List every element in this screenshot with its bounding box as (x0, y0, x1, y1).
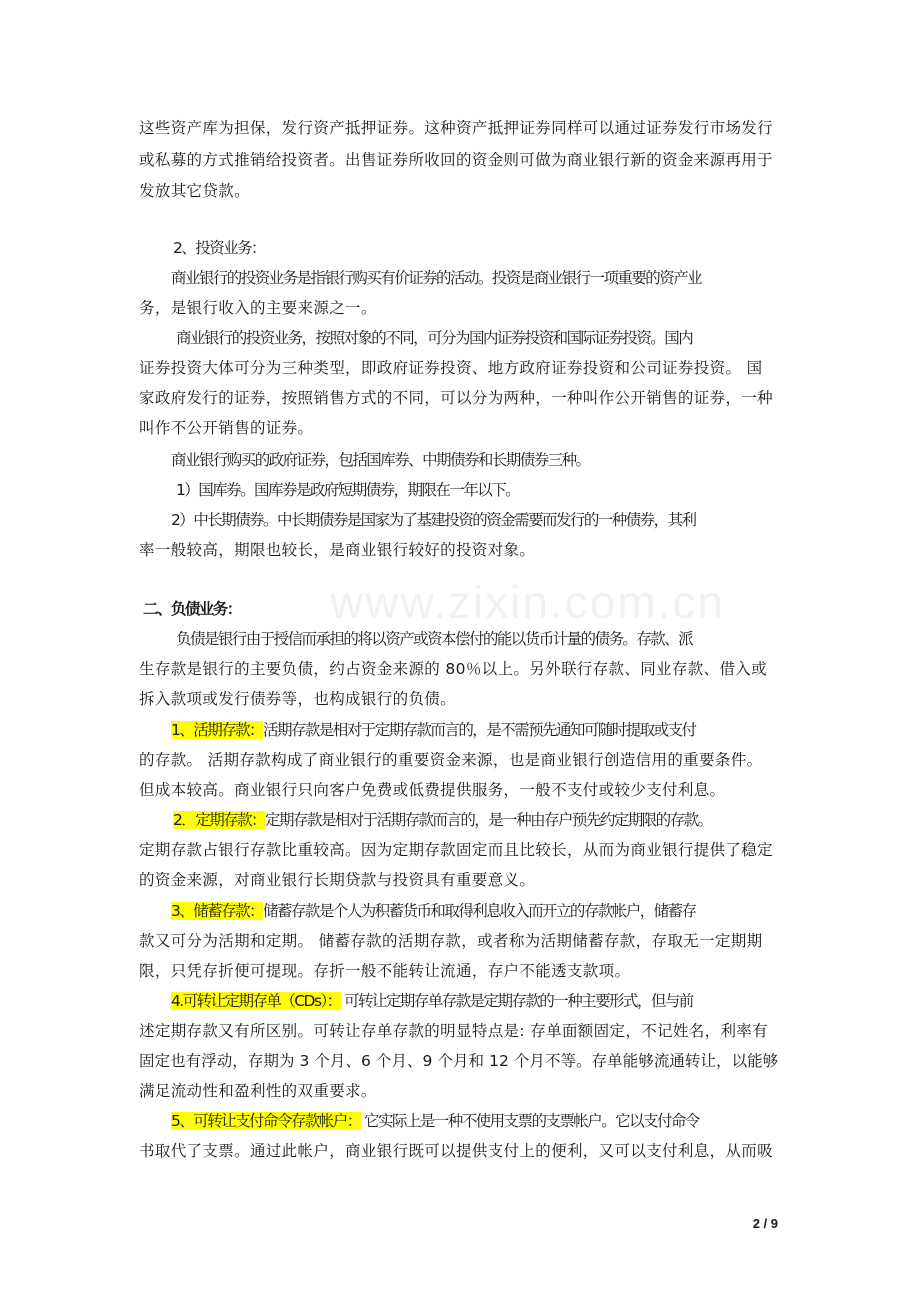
watermark: www.zixin.com.cn (330, 576, 725, 628)
text-line: 生存款是银行的主要负债，约占资金来源的 80％以上。另外联行存款、同业存款、借入或 (139, 660, 768, 678)
term-definition: 活期存款是相对于定期存款而言的，是不需预先通知可随时提取或支付 (263, 721, 696, 739)
deposit-item-savings (171, 900, 813, 922)
text-line: 1）国库券。国库券是政府短期债券，期限在一年以下。 (176, 481, 520, 499)
text-line: 发放其它贷款。 (139, 182, 250, 200)
text-line: 商业银行的投资业务，按照对象的不同，可分为国内证券投资和国际证券投资。国内 (176, 329, 693, 347)
text-line: 拆入款项或发行债券等，也构成银行的负债。 (139, 690, 457, 708)
text-line: 定期存款占银行存款比重较高。因为定期存款固定而且比较长，从而为商业银行提供了稳定 (139, 841, 774, 859)
text-line: 叫作不公开销售的证券。 (139, 419, 314, 437)
text-line: 满足流动性和盈利性的双重要求。 (139, 1082, 377, 1100)
section-heading: 2、投资业务： (173, 239, 266, 257)
deposit-item-demand (171, 719, 813, 741)
text-line: 但成本较高。商业银行只向客户免费或低费提供服务，一般不支付或较少支付利息。 (139, 781, 726, 799)
highlighted-term: 5、可转让支付命令存款帐户： (171, 1112, 361, 1130)
term-definition: 定期存款是相对于活期存款而言的，是一种由存户预先约定期限的存款。 (265, 811, 712, 829)
text-line: 商业银行购买的政府证券，包括国库券、中期债券和长期债券三种。 (171, 451, 590, 469)
text-line: 的资金来源，对商业银行长期贷款与投资具有重要意义。 (139, 871, 536, 889)
text-line: 或私募的方式推销给投资者。出售证券所收回的资金则可做为商业银行新的资金来源再用于 (139, 151, 774, 169)
term-definition: 储蓄存款是个人为积蓄货币和取得利息收入而开立的存款帐户，储蓄存 (263, 902, 696, 920)
highlighted-term: 1、活期存款： (171, 721, 264, 739)
text-line: 限，只凭存折便可提现。存折一般不能转让流通，存户不能透支款项。 (139, 962, 631, 980)
term-definition: 它实际上是一种不使用支票的支票帐户。它以支付命令 (360, 1112, 699, 1130)
text-line: 家政府发行的证券，按照销售方式的不同，可以分为两种，一种叫作公开销售的证券，一种 (139, 389, 774, 407)
text-line: 这些资产库为担保，发行资产抵押证券。这种资产抵押证券同样可以通过证券发行市场发行 (139, 119, 774, 137)
deposit-item-cds (171, 990, 813, 1012)
text-line: 负债是银行由于授信而承担的将以资产或资本偿付的能以货币计量的债务。存款、派 (176, 630, 693, 648)
highlighted-term: 2．定期存款： (173, 811, 266, 829)
text-line: 商业银行的投资业务是指银行购买有价证券的活动。投资是商业银行一项重要的资产业 (171, 269, 702, 287)
text-line: 率一般较高，期限也较长，是商业银行较好的投资对象。 (139, 541, 536, 559)
text-line: 固定也有浮动，存期为 3 个月、6 个月、9 个月和 12 个月不等。存单能够流通转让，以能够 (139, 1052, 779, 1070)
section-heading: 二、负债业务： (143, 600, 241, 618)
page-number: 2 / 9 (752, 1216, 778, 1231)
text-line: 款又可分为活期和定期。 储蓄存款的活期存款，或者称为活期储蓄存款，存取无一定期期 (139, 932, 763, 950)
term-definition: 可转让定期存单存款是定期存款的一种主要形式，但与前 (340, 992, 693, 1010)
text-line: 的存款。 活期存款构成了商业银行的重要资金来源，也是商业银行创造信用的重要条件。 (139, 751, 763, 769)
text-line: 务，是银行收入的主要来源之一。 (139, 299, 377, 317)
deposit-item-now-account (171, 1110, 813, 1132)
text-line: 2）中长期债券。中长期债券是国家为了基建投资的资金需要而发行的一种债券，其利 (171, 511, 696, 529)
text-line: 书取代了支票。通过此帐户，商业银行既可以提供支付上的便利，又可以支付利息，从而吸 (139, 1142, 774, 1160)
text-line: 证券投资大体可分为三种类型，即政府证券投资、地方政府证券投资和公司证券投资。 国 (139, 359, 763, 377)
highlighted-term: 3、储蓄存款： (171, 902, 264, 920)
text-line: 述定期存款又有所区别。可转让存单存款的明显特点是: 存单面额固定，不记姓名，利率有 (139, 1022, 769, 1040)
highlighted-term: 4.可转让定期存单（CDs）： (171, 992, 341, 1010)
deposit-item-time (173, 809, 815, 831)
